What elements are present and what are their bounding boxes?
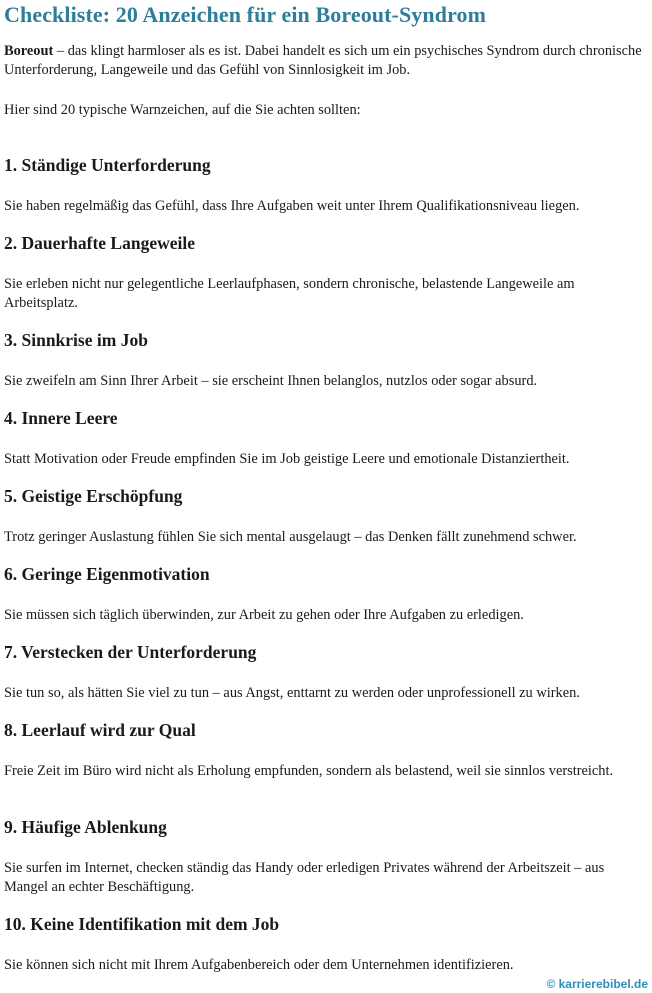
item-title-1: 1. Ständige Unterforderung <box>4 155 211 175</box>
lead-paragraph: Hier sind 20 typische Warnzeichen, auf die Sie achten sollten: <box>4 102 361 118</box>
item-text-6: Sie müssen sich täglich überwinden, zur Arbeit zu gehen oder Ihre Aufgaben zu erledigen. <box>4 607 524 623</box>
item-title-7: 7. Verstecken der Unterforderung <box>4 642 257 662</box>
item-text-1: Sie haben regelmäßig das Gefühl, dass Ihre Aufgaben weit unter Ihrem Qualifikationsniveau liegen. <box>4 198 580 214</box>
page-title: Checkliste: 20 Anzeichen für ein Boreout-Syndrom <box>4 2 487 27</box>
item-text-9: Sie surfen im Internet, checken ständig das Handy oder erledigen Privates während der Arbeitszeit – aus Mangel an echter Beschäftigung. <box>4 860 605 895</box>
item-title-6: 6. Geringe Eigenmotivation <box>4 564 210 584</box>
item-title-10: 10. Keine Identifikation mit dem Job <box>4 914 280 934</box>
item-title-2: 2. Dauerhafte Langeweile <box>4 233 196 253</box>
item-text-4: Statt Motivation oder Freude empfinden Sie im Job geistige Leere und emotionale Distanziertheit. <box>4 451 570 467</box>
item-title-5: 5. Geistige Erschöpfung <box>4 486 183 506</box>
item-title-8: 8. Leerlauf wird zur Qual <box>4 720 196 740</box>
item-text-10: Sie können sich nicht mit Ihrem Aufgabenbereich oder dem Unternehmen identifizieren. <box>4 957 514 973</box>
intro-text: – das klingt harmloser als es ist. Dabei handelt es sich um ein psychisches Syndrom durch chronische Unterforderung, Langeweile und das Gefühl von Sinnlosigkeit im Job. <box>4 43 642 78</box>
item-title-3: 3. Sinnkrise im Job <box>4 330 148 350</box>
item-text-7: Sie tun so, als hätten Sie viel zu tun – aus Angst, enttarnt zu werden oder unprofessionell zu wirken. <box>4 685 580 701</box>
item-title-4: 4. Innere Leere <box>4 408 118 428</box>
item-text-8: Freie Zeit im Büro wird nicht als Erholung empfunden, sondern als belastend, weil sie sinnlos verstreicht. <box>4 763 614 779</box>
intro-paragraph <box>4 42 648 80</box>
item-text-2: Sie erleben nicht nur gelegentliche Leerlaufphasen, sondern chronische, belastende Langeweile am Arbeitsplatz. <box>4 276 575 311</box>
copyright-footer: © karrierebibel.de <box>546 977 648 991</box>
item-title-9: 9. Häufige Ablenkung <box>4 817 167 837</box>
item-text-3: Sie zweifeln am Sinn Ihrer Arbeit – sie erscheint Ihnen belanglos, nutzlos oder sogar absurd. <box>4 373 538 389</box>
item-text-5: Trotz geringer Auslastung fühlen Sie sich mental ausgelaugt – das Denken fällt zunehmend schwer. <box>4 529 577 545</box>
intro-bold-term: Boreout <box>4 43 54 59</box>
